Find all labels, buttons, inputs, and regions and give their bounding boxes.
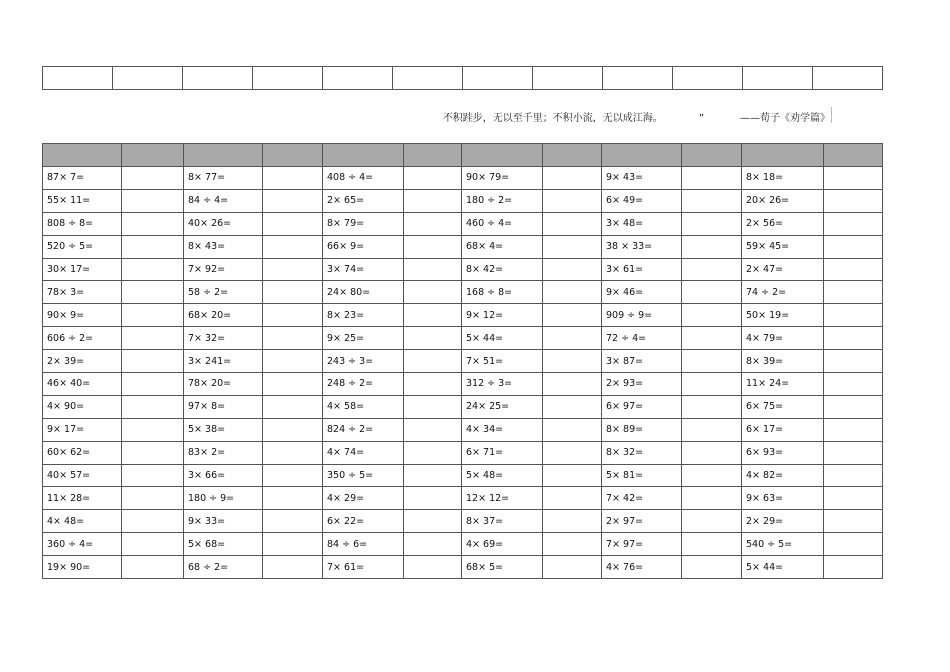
problem-cell: 7× 97=	[602, 533, 682, 556]
table-row	[43, 395, 883, 418]
answer-cell[interactable]	[824, 350, 883, 373]
problem-cell: 2× 65=	[323, 189, 404, 212]
problem-cell: 2× 97=	[602, 510, 682, 533]
problem-cell: 824 ÷ 2=	[323, 418, 404, 441]
problem-cell: 4× 48=	[43, 510, 122, 533]
problem-cell: 2× 47=	[742, 258, 824, 281]
table-row	[43, 304, 883, 327]
problem-cell: 19× 90=	[43, 556, 122, 579]
problem-cell: 606 ÷ 2=	[43, 327, 122, 350]
problem-cell: 55× 11=	[43, 189, 122, 212]
problem-cell: 90× 79=	[462, 167, 543, 190]
problem-cell: 40× 57=	[43, 464, 122, 487]
answer-cell[interactable]	[263, 373, 323, 396]
problem-cell: 408 ÷ 4=	[323, 167, 404, 190]
problem-cell: 30× 17=	[43, 258, 122, 281]
problem-cell: 5× 44=	[462, 327, 543, 350]
answer-cell[interactable]	[543, 373, 602, 396]
answer-cell[interactable]	[122, 350, 184, 373]
answer-cell[interactable]	[404, 533, 462, 556]
answer-cell[interactable]	[682, 350, 742, 373]
answer-cell[interactable]	[824, 556, 883, 579]
answer-cell[interactable]	[263, 533, 323, 556]
answer-cell[interactable]	[543, 510, 602, 533]
problem-cell: 68× 20=	[184, 304, 263, 327]
answer-cell[interactable]	[682, 510, 742, 533]
problem-cell: 11× 28=	[43, 487, 122, 510]
problem-cell: 5× 38=	[184, 418, 263, 441]
answer-cell[interactable]	[682, 327, 742, 350]
answer-cell[interactable]	[543, 418, 602, 441]
blank-cell	[813, 67, 883, 90]
answer-cell[interactable]	[404, 235, 462, 258]
problem-cell: 248 ÷ 2=	[323, 373, 404, 396]
quote-line	[380, 109, 830, 124]
problem-cell: 9× 25=	[323, 327, 404, 350]
answer-cell[interactable]	[263, 395, 323, 418]
header-cell	[323, 144, 404, 167]
answer-cell[interactable]	[543, 258, 602, 281]
problem-cell: 68× 5=	[462, 556, 543, 579]
answer-cell[interactable]	[263, 510, 323, 533]
problem-cell: 5× 68=	[184, 533, 263, 556]
problem-cell: 6× 75=	[742, 395, 824, 418]
problem-cell: 3× 74=	[323, 258, 404, 281]
problem-cell: 4× 34=	[462, 418, 543, 441]
problem-cell: 6× 93=	[742, 441, 824, 464]
problem-cell: 8× 89=	[602, 418, 682, 441]
problem-cell: 87× 7=	[43, 167, 122, 190]
answer-cell[interactable]	[263, 441, 323, 464]
problem-cell: 90× 9=	[43, 304, 122, 327]
answer-cell[interactable]	[824, 441, 883, 464]
answer-cell[interactable]	[122, 395, 184, 418]
answer-cell[interactable]	[263, 212, 323, 235]
blank-cell	[323, 67, 393, 90]
answer-cell[interactable]	[122, 510, 184, 533]
problem-cell: 4× 82=	[742, 464, 824, 487]
header-cell	[742, 144, 824, 167]
answer-cell[interactable]	[122, 373, 184, 396]
answer-cell[interactable]	[263, 281, 323, 304]
problem-cell: 5× 44=	[742, 556, 824, 579]
answer-cell[interactable]	[122, 441, 184, 464]
problem-cell: 66× 9=	[323, 235, 404, 258]
problem-cell: 12× 12=	[462, 487, 543, 510]
answer-cell[interactable]	[543, 533, 602, 556]
problem-cell: 83× 2=	[184, 441, 263, 464]
answer-cell[interactable]	[543, 212, 602, 235]
problem-cell: 7× 51=	[462, 350, 543, 373]
header-row	[43, 144, 883, 167]
problem-cell: 5× 48=	[462, 464, 543, 487]
answer-cell[interactable]	[404, 304, 462, 327]
answer-cell[interactable]	[263, 350, 323, 373]
answer-cell[interactable]	[682, 395, 742, 418]
answer-cell[interactable]	[122, 487, 184, 510]
answer-cell[interactable]	[404, 281, 462, 304]
blank-cell	[183, 67, 253, 90]
header-cell	[682, 144, 742, 167]
problem-cell: 312 ÷ 3=	[462, 373, 543, 396]
problem-cell: 8× 18=	[742, 167, 824, 190]
table-row	[43, 212, 883, 235]
problem-cell: 9× 43=	[602, 167, 682, 190]
answer-cell[interactable]	[543, 556, 602, 579]
problem-cell: 3× 48=	[602, 212, 682, 235]
answer-cell[interactable]	[404, 395, 462, 418]
answer-cell[interactable]	[263, 167, 323, 190]
answer-cell[interactable]	[404, 464, 462, 487]
table-row	[43, 350, 883, 373]
problem-cell: 97× 8=	[184, 395, 263, 418]
problem-cell: 46× 40=	[43, 373, 122, 396]
problem-cell: 6× 17=	[742, 418, 824, 441]
header-cell	[404, 144, 462, 167]
answer-cell[interactable]	[682, 418, 742, 441]
problem-cell: 78× 20=	[184, 373, 263, 396]
blank-cell	[393, 67, 463, 90]
header-cell	[602, 144, 682, 167]
problem-cell: 8× 42=	[462, 258, 543, 281]
answer-cell[interactable]	[682, 281, 742, 304]
problem-cell: 7× 92=	[184, 258, 263, 281]
problem-cell: 2× 39=	[43, 350, 122, 373]
answer-cell[interactable]	[404, 258, 462, 281]
problem-cell: 20× 26=	[742, 189, 824, 212]
problem-cell: 909 ÷ 9=	[602, 304, 682, 327]
problem-cell: 8× 32=	[602, 441, 682, 464]
answer-cell[interactable]	[824, 281, 883, 304]
table-row	[43, 281, 883, 304]
table-row	[43, 464, 883, 487]
problem-cell: 6× 22=	[323, 510, 404, 533]
blank-cell	[463, 67, 533, 90]
problem-cell: 9× 46=	[602, 281, 682, 304]
problem-cell: 4× 79=	[742, 327, 824, 350]
problem-cell: 8× 77=	[184, 167, 263, 190]
problem-cell: 4× 58=	[323, 395, 404, 418]
answer-cell[interactable]	[404, 441, 462, 464]
header-cell	[824, 144, 883, 167]
problem-cell: 3× 61=	[602, 258, 682, 281]
answer-cell[interactable]	[824, 327, 883, 350]
answer-cell[interactable]	[824, 418, 883, 441]
answer-cell[interactable]	[682, 212, 742, 235]
problem-cell: 168 ÷ 8=	[462, 281, 543, 304]
blank-cell	[603, 67, 673, 90]
blank-cell	[673, 67, 743, 90]
problem-cell: 4× 90=	[43, 395, 122, 418]
answer-cell[interactable]	[824, 189, 883, 212]
answer-cell[interactable]	[404, 373, 462, 396]
table-row	[43, 235, 883, 258]
problem-cell: 2× 93=	[602, 373, 682, 396]
answer-cell[interactable]	[543, 487, 602, 510]
header-cell	[43, 144, 122, 167]
problem-cell: 7× 61=	[323, 556, 404, 579]
table-row	[43, 533, 883, 556]
answer-cell[interactable]	[682, 167, 742, 190]
answer-cell[interactable]	[682, 487, 742, 510]
table-row	[43, 441, 883, 464]
problem-cell: 243 ÷ 3=	[323, 350, 404, 373]
answer-cell[interactable]	[682, 533, 742, 556]
answer-cell[interactable]	[404, 556, 462, 579]
problem-cell: 8× 37=	[462, 510, 543, 533]
problem-cell: 9× 33=	[184, 510, 263, 533]
answer-cell[interactable]	[263, 464, 323, 487]
answer-cell[interactable]	[404, 212, 462, 235]
answer-cell[interactable]	[682, 556, 742, 579]
blank-cell	[113, 67, 183, 90]
table-row	[43, 373, 883, 396]
table-row	[43, 510, 883, 533]
problem-cell: 9× 17=	[43, 418, 122, 441]
answer-cell[interactable]	[682, 258, 742, 281]
answer-cell[interactable]	[824, 373, 883, 396]
blank-cell	[533, 67, 603, 90]
problem-cell: 3× 241=	[184, 350, 263, 373]
answer-cell[interactable]	[404, 327, 462, 350]
answer-cell[interactable]	[543, 281, 602, 304]
problem-cell: 8× 43=	[184, 235, 263, 258]
table-row	[43, 167, 883, 190]
quote-close-mark: ”	[698, 113, 704, 124]
top-blank-table	[42, 66, 883, 90]
answer-cell[interactable]	[682, 235, 742, 258]
problem-cell: 84 ÷ 6=	[323, 533, 404, 556]
table-row	[43, 189, 883, 212]
answer-cell[interactable]	[122, 235, 184, 258]
table-row	[43, 487, 883, 510]
problem-cell: 78× 3=	[43, 281, 122, 304]
answer-cell[interactable]	[122, 533, 184, 556]
answer-cell[interactable]	[824, 510, 883, 533]
problem-cell: 180 ÷ 2=	[462, 189, 543, 212]
answer-cell[interactable]	[122, 556, 184, 579]
problem-cell: 50× 19=	[742, 304, 824, 327]
problem-cell: 808 ÷ 8=	[43, 212, 122, 235]
answer-cell[interactable]	[122, 281, 184, 304]
problem-cell: 5× 81=	[602, 464, 682, 487]
answer-cell[interactable]	[824, 167, 883, 190]
problem-cell: 3× 87=	[602, 350, 682, 373]
table-row	[43, 418, 883, 441]
answer-cell[interactable]	[404, 167, 462, 190]
blank-cell	[743, 67, 813, 90]
problem-cell: 68 ÷ 2=	[184, 556, 263, 579]
problem-cell: 9× 63=	[742, 487, 824, 510]
blank-cell	[253, 67, 323, 90]
problem-cell: 59× 45=	[742, 235, 824, 258]
answer-cell[interactable]	[404, 189, 462, 212]
problem-cell: 4× 29=	[323, 487, 404, 510]
quote-text: 不积跬步，无以至千里；不积小流，无以成江海。	[442, 113, 663, 124]
problem-cell: 11× 24=	[742, 373, 824, 396]
margin-divider	[831, 107, 832, 123]
problem-cell: 68× 4=	[462, 235, 543, 258]
answer-cell[interactable]	[263, 556, 323, 579]
problem-cell: 3× 66=	[184, 464, 263, 487]
problem-cell: 24× 80=	[323, 281, 404, 304]
answer-cell[interactable]	[543, 167, 602, 190]
problem-cell: 540 ÷ 5=	[742, 533, 824, 556]
problem-cell: 72 ÷ 4=	[602, 327, 682, 350]
answer-cell[interactable]	[404, 487, 462, 510]
problem-cell: 40× 26=	[184, 212, 263, 235]
answer-cell[interactable]	[682, 441, 742, 464]
answer-cell[interactable]	[122, 258, 184, 281]
answer-cell[interactable]	[122, 189, 184, 212]
exercise-table	[42, 143, 883, 579]
answer-cell[interactable]	[824, 487, 883, 510]
answer-cell[interactable]	[824, 533, 883, 556]
top-blank-row	[43, 67, 883, 90]
answer-cell[interactable]	[263, 418, 323, 441]
problem-cell: 7× 32=	[184, 327, 263, 350]
problem-cell: 6× 71=	[462, 441, 543, 464]
answer-cell[interactable]	[824, 212, 883, 235]
answer-cell[interactable]	[682, 189, 742, 212]
answer-cell[interactable]	[824, 258, 883, 281]
problem-cell: 7× 42=	[602, 487, 682, 510]
answer-cell[interactable]	[122, 167, 184, 190]
problem-cell: 84 ÷ 4=	[184, 189, 263, 212]
problem-cell: 60× 62=	[43, 441, 122, 464]
answer-cell[interactable]	[543, 464, 602, 487]
problem-cell: 8× 23=	[323, 304, 404, 327]
problem-cell: 6× 97=	[602, 395, 682, 418]
answer-cell[interactable]	[543, 189, 602, 212]
problem-cell: 8× 79=	[323, 212, 404, 235]
answer-cell[interactable]	[122, 464, 184, 487]
problem-cell: 58 ÷ 2=	[184, 281, 263, 304]
problem-cell: 38 × 33=	[602, 235, 682, 258]
answer-cell[interactable]	[543, 441, 602, 464]
answer-cell[interactable]	[824, 395, 883, 418]
table-row	[43, 258, 883, 281]
answer-cell[interactable]	[824, 464, 883, 487]
answer-cell[interactable]	[263, 327, 323, 350]
problem-cell: 350 ÷ 5=	[323, 464, 404, 487]
header-cell	[543, 144, 602, 167]
answer-cell[interactable]	[263, 487, 323, 510]
answer-cell[interactable]	[263, 258, 323, 281]
answer-cell[interactable]	[122, 304, 184, 327]
problem-cell: 2× 56=	[742, 212, 824, 235]
problem-cell: 74 ÷ 2=	[742, 281, 824, 304]
answer-cell[interactable]	[122, 418, 184, 441]
answer-cell[interactable]	[122, 327, 184, 350]
answer-cell[interactable]	[682, 464, 742, 487]
header-cell	[462, 144, 543, 167]
problem-cell: 4× 76=	[602, 556, 682, 579]
answer-cell[interactable]	[543, 235, 602, 258]
table-row	[43, 556, 883, 579]
header-cell	[184, 144, 263, 167]
table-row	[43, 327, 883, 350]
answer-cell[interactable]	[543, 350, 602, 373]
problem-cell: 6× 49=	[602, 189, 682, 212]
problem-cell: 4× 69=	[462, 533, 543, 556]
header-cell	[263, 144, 323, 167]
problem-cell: 360 ÷ 4=	[43, 533, 122, 556]
answer-cell[interactable]	[404, 510, 462, 533]
answer-cell[interactable]	[404, 418, 462, 441]
header-cell	[122, 144, 184, 167]
problem-cell: 4× 74=	[323, 441, 404, 464]
problem-cell: 24× 25=	[462, 395, 543, 418]
answer-cell[interactable]	[263, 235, 323, 258]
answer-cell[interactable]	[543, 304, 602, 327]
problem-cell: 9× 12=	[462, 304, 543, 327]
problem-cell: 8× 39=	[742, 350, 824, 373]
answer-cell[interactable]	[682, 304, 742, 327]
problem-cell: 460 ÷ 4=	[462, 212, 543, 235]
answer-cell[interactable]	[824, 304, 883, 327]
answer-cell[interactable]	[543, 327, 602, 350]
quote-attribution: ——荀子《劝学篇》	[740, 113, 830, 124]
answer-cell[interactable]	[543, 395, 602, 418]
answer-cell[interactable]	[263, 304, 323, 327]
answer-cell[interactable]	[824, 235, 883, 258]
answer-cell[interactable]	[122, 212, 184, 235]
problem-cell: 2× 29=	[742, 510, 824, 533]
problem-cell: 180 ÷ 9=	[184, 487, 263, 510]
answer-cell[interactable]	[404, 350, 462, 373]
problem-cell: 520 ÷ 5=	[43, 235, 122, 258]
answer-cell[interactable]	[263, 189, 323, 212]
blank-cell	[43, 67, 113, 90]
answer-cell[interactable]	[682, 373, 742, 396]
